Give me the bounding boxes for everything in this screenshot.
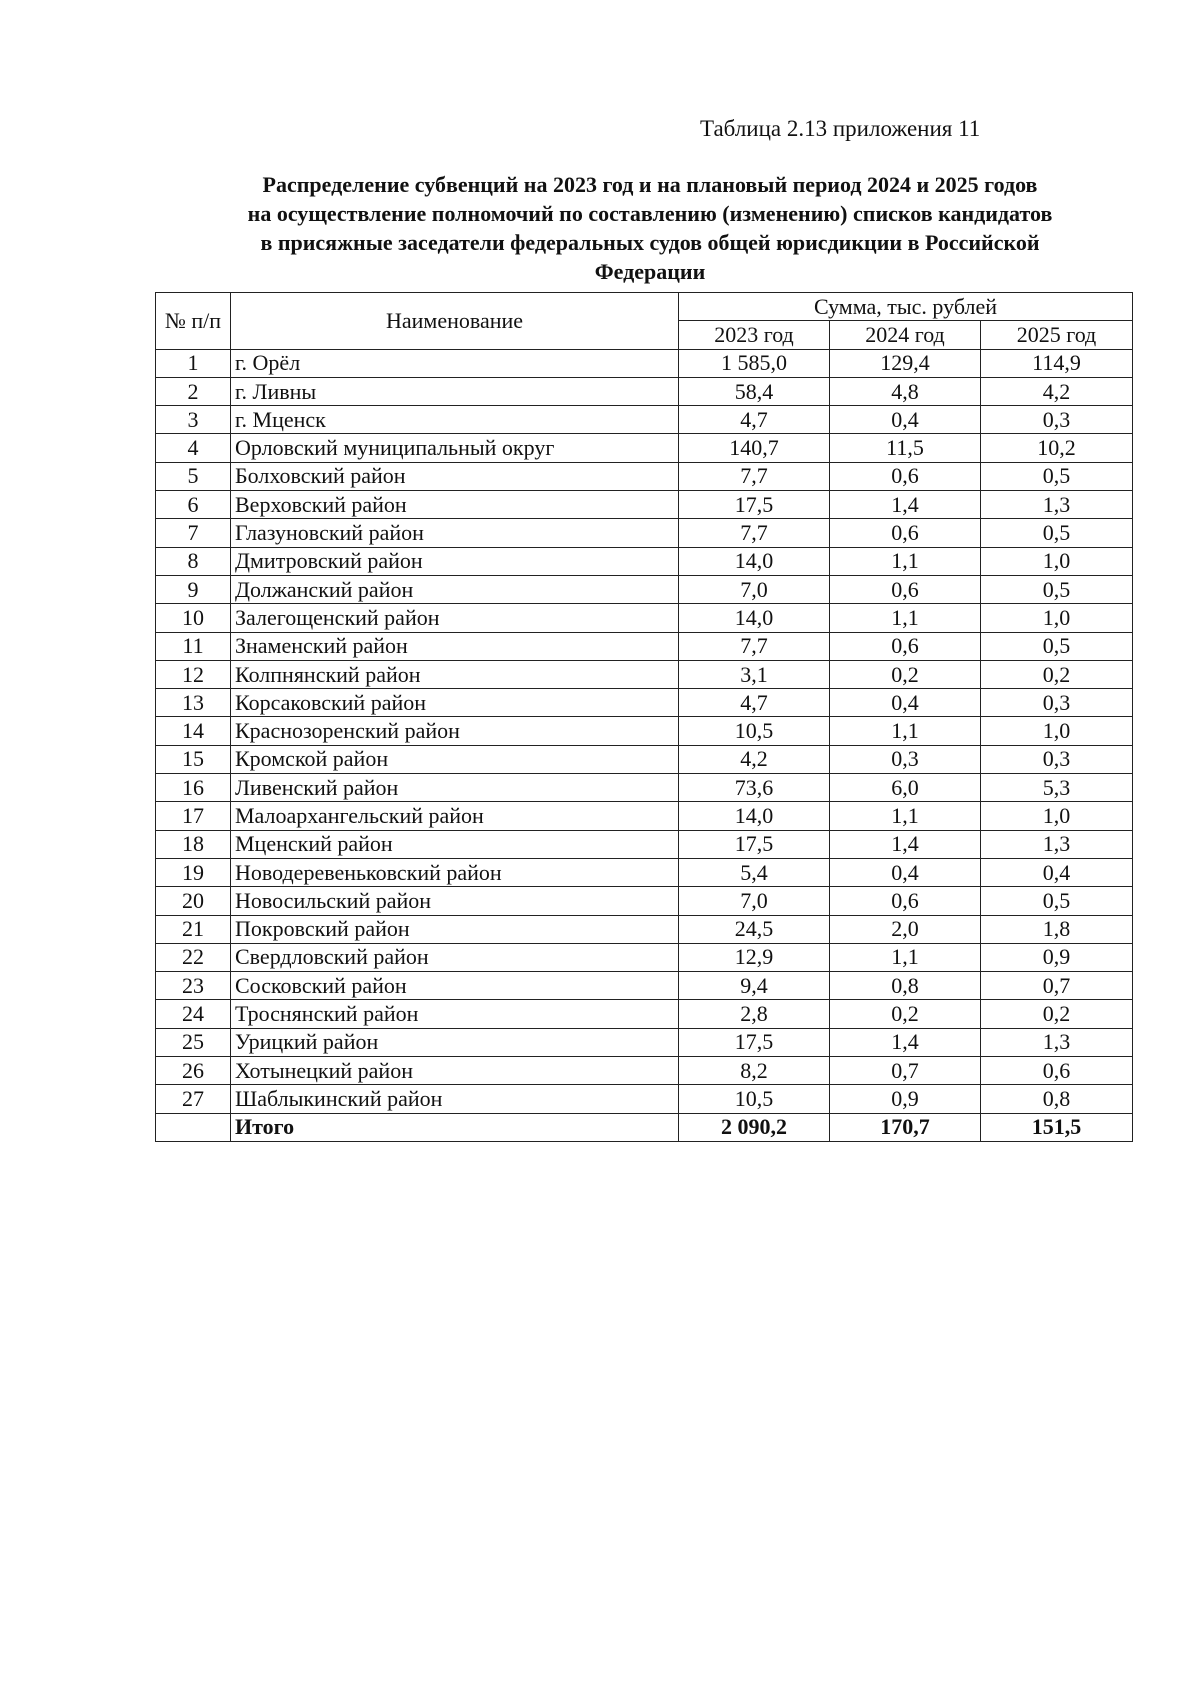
row-2024-cell: 0,4	[830, 858, 981, 886]
row-2025-cell: 1,0	[981, 604, 1133, 632]
row-2024-cell: 1,1	[830, 547, 981, 575]
row-2025-cell: 0,2	[981, 1000, 1133, 1028]
row-2024-cell: 1,1	[830, 717, 981, 745]
title-line: на осуществление полномочий по составлению (изменению) списков кандидатов	[247, 201, 1053, 226]
row-2025-cell: 0,6	[981, 1057, 1133, 1085]
row-2024-cell: 1,4	[830, 491, 981, 519]
table-row	[156, 491, 1133, 519]
row-2025-cell: 1,8	[981, 915, 1133, 943]
row-2023-cell: 14,0	[679, 547, 830, 575]
row-number-cell: 11	[156, 632, 231, 660]
row-2023-cell: 58,4	[679, 377, 830, 405]
row-2025-cell: 10,2	[981, 434, 1133, 462]
table-row	[156, 434, 1133, 462]
table-row	[156, 575, 1133, 603]
row-2023-cell: 5,4	[679, 858, 830, 886]
row-2023-cell: 7,7	[679, 632, 830, 660]
row-2025-cell: 0,7	[981, 972, 1133, 1000]
row-name-cell: Мценский район	[231, 830, 679, 858]
row-2024-cell: 0,6	[830, 462, 981, 490]
row-name-cell: Колпнянский район	[231, 660, 679, 688]
table-header	[156, 293, 1133, 350]
row-2023-cell: 7,0	[679, 575, 830, 603]
row-number-cell: 22	[156, 943, 231, 971]
row-2025-cell: 1,3	[981, 830, 1133, 858]
table-row	[156, 1085, 1133, 1113]
table-row	[156, 717, 1133, 745]
row-2025-cell: 151,5	[981, 1113, 1133, 1141]
row-number-cell: 14	[156, 717, 231, 745]
row-2025-cell: 0,3	[981, 745, 1133, 773]
header-sum-group: Сумма, тыс. рублей	[679, 293, 1133, 321]
table-row	[156, 406, 1133, 434]
table-row	[156, 660, 1133, 688]
row-2025-cell: 0,3	[981, 689, 1133, 717]
row-2025-cell: 1,0	[981, 802, 1133, 830]
row-name-cell: Знаменский район	[231, 632, 679, 660]
row-2023-cell: 4,7	[679, 689, 830, 717]
table-row	[156, 774, 1133, 802]
table-row	[156, 1057, 1133, 1085]
row-2023-cell: 8,2	[679, 1057, 830, 1085]
row-number-cell: 15	[156, 745, 231, 773]
row-number-cell: 23	[156, 972, 231, 1000]
table-row	[156, 349, 1133, 377]
row-2023-cell: 3,1	[679, 660, 830, 688]
table-row	[156, 377, 1133, 405]
row-2025-cell: 0,8	[981, 1085, 1133, 1113]
row-2024-cell: 1,1	[830, 943, 981, 971]
row-name-cell: Малоархангельский район	[231, 802, 679, 830]
row-2025-cell: 1,0	[981, 547, 1133, 575]
row-2024-cell: 0,8	[830, 972, 981, 1000]
row-2024-cell: 0,6	[830, 575, 981, 603]
table-row	[156, 858, 1133, 886]
row-2023-cell: 4,2	[679, 745, 830, 773]
row-name-cell: Покровский район	[231, 915, 679, 943]
row-2025-cell: 1,0	[981, 717, 1133, 745]
row-2024-cell: 0,2	[830, 1000, 981, 1028]
row-2024-cell: 129,4	[830, 349, 981, 377]
table-row	[156, 972, 1133, 1000]
row-2023-cell: 24,5	[679, 915, 830, 943]
row-number-cell: 9	[156, 575, 231, 603]
header-year-2023: 2023 год	[679, 321, 830, 349]
row-name-cell: г. Орёл	[231, 349, 679, 377]
row-name-cell: Орловский муниципальный округ	[231, 434, 679, 462]
row-2023-cell: 17,5	[679, 491, 830, 519]
row-2023-cell: 2,8	[679, 1000, 830, 1028]
row-2023-cell: 17,5	[679, 1028, 830, 1056]
table-row	[156, 887, 1133, 915]
document-title	[150, 170, 1150, 286]
row-2024-cell: 0,4	[830, 689, 981, 717]
row-number-cell: 8	[156, 547, 231, 575]
row-2024-cell: 1,1	[830, 604, 981, 632]
row-2023-cell: 7,7	[679, 519, 830, 547]
row-name-cell: Корсаковский район	[231, 689, 679, 717]
row-2024-cell: 0,3	[830, 745, 981, 773]
row-2023-cell: 4,7	[679, 406, 830, 434]
row-name-cell: Новодеревеньковский район	[231, 858, 679, 886]
row-2025-cell: 1,3	[981, 491, 1133, 519]
row-2025-cell: 0,2	[981, 660, 1133, 688]
header-num: № п/п	[156, 293, 231, 350]
row-number-cell: 1	[156, 349, 231, 377]
row-name-cell: Залегощенский район	[231, 604, 679, 632]
total-row	[156, 1113, 1133, 1141]
table-row	[156, 745, 1133, 773]
row-2024-cell: 11,5	[830, 434, 981, 462]
row-2024-cell: 4,8	[830, 377, 981, 405]
table-row	[156, 604, 1133, 632]
row-name-cell: Урицкий район	[231, 1028, 679, 1056]
row-number-cell: 25	[156, 1028, 231, 1056]
table-row	[156, 943, 1133, 971]
table-row	[156, 802, 1133, 830]
row-2023-cell: 12,9	[679, 943, 830, 971]
row-2023-cell: 73,6	[679, 774, 830, 802]
row-2024-cell: 1,1	[830, 802, 981, 830]
header-year-2024: 2024 год	[830, 321, 981, 349]
row-name-cell: г. Ливны	[231, 377, 679, 405]
table-row	[156, 1028, 1133, 1056]
table-body	[156, 349, 1133, 1141]
row-2025-cell: 4,2	[981, 377, 1133, 405]
row-name-cell: Должанский район	[231, 575, 679, 603]
row-name-cell: Кромской район	[231, 745, 679, 773]
row-number-cell: 5	[156, 462, 231, 490]
row-2023-cell: 10,5	[679, 1085, 830, 1113]
row-name-cell: Шаблыкинский район	[231, 1085, 679, 1113]
title-line: Распределение субвенций на 2023 год и на плановый период 2024 и 2025 годов	[262, 172, 1038, 197]
row-number-cell: 27	[156, 1085, 231, 1113]
row-name-cell: Хотынецкий район	[231, 1057, 679, 1085]
row-2023-cell: 140,7	[679, 434, 830, 462]
subsidy-table	[155, 292, 1133, 1142]
table-row	[156, 462, 1133, 490]
row-2023-cell: 1 585,0	[679, 349, 830, 377]
row-2023-cell: 7,0	[679, 887, 830, 915]
row-2024-cell: 0,4	[830, 406, 981, 434]
row-2024-cell: 0,9	[830, 1085, 981, 1113]
title-line: в присяжные заседатели федеральных судов общей юрисдикции в Российской	[260, 230, 1040, 255]
row-name-cell: Сосковский район	[231, 972, 679, 1000]
row-2025-cell: 0,3	[981, 406, 1133, 434]
row-number-cell	[156, 1113, 231, 1141]
appendix-label: Таблица 2.13 приложения 11	[700, 116, 981, 141]
row-2025-cell: 0,5	[981, 519, 1133, 547]
row-2024-cell: 2,0	[830, 915, 981, 943]
row-2025-cell: 0,4	[981, 858, 1133, 886]
row-2025-cell: 5,3	[981, 774, 1133, 802]
row-number-cell: 16	[156, 774, 231, 802]
row-2023-cell: 9,4	[679, 972, 830, 1000]
row-2025-cell: 1,3	[981, 1028, 1133, 1056]
row-name-cell: Глазуновский район	[231, 519, 679, 547]
row-name-cell: Краснозоренский район	[231, 717, 679, 745]
row-2023-cell: 14,0	[679, 604, 830, 632]
table-row	[156, 915, 1133, 943]
row-2023-cell: 7,7	[679, 462, 830, 490]
row-2024-cell: 0,7	[830, 1057, 981, 1085]
row-2025-cell: 0,9	[981, 943, 1133, 971]
row-2025-cell: 114,9	[981, 349, 1133, 377]
row-name-cell: Итого	[231, 1113, 679, 1141]
row-name-cell: Дмитровский район	[231, 547, 679, 575]
row-number-cell: 21	[156, 915, 231, 943]
row-name-cell: Верховский район	[231, 491, 679, 519]
table-row	[156, 519, 1133, 547]
row-number-cell: 24	[156, 1000, 231, 1028]
title-line: Федерации	[594, 259, 706, 284]
table-row	[156, 689, 1133, 717]
row-number-cell: 19	[156, 858, 231, 886]
row-2024-cell: 0,2	[830, 660, 981, 688]
row-name-cell: г. Мценск	[231, 406, 679, 434]
row-2025-cell: 0,5	[981, 632, 1133, 660]
row-number-cell: 10	[156, 604, 231, 632]
header-year-2025: 2025 год	[981, 321, 1133, 349]
table-row	[156, 547, 1133, 575]
row-number-cell: 3	[156, 406, 231, 434]
table-row	[156, 632, 1133, 660]
header-name: Наименование	[231, 293, 679, 350]
table-row	[156, 1000, 1133, 1028]
row-2025-cell: 0,5	[981, 575, 1133, 603]
row-2023-cell: 17,5	[679, 830, 830, 858]
row-number-cell: 7	[156, 519, 231, 547]
row-2025-cell: 0,5	[981, 462, 1133, 490]
row-2024-cell: 6,0	[830, 774, 981, 802]
row-name-cell: Новосильский район	[231, 887, 679, 915]
row-number-cell: 6	[156, 491, 231, 519]
row-number-cell: 20	[156, 887, 231, 915]
row-number-cell: 12	[156, 660, 231, 688]
row-2024-cell: 0,6	[830, 632, 981, 660]
row-number-cell: 13	[156, 689, 231, 717]
row-2023-cell: 2 090,2	[679, 1113, 830, 1141]
row-2024-cell: 170,7	[830, 1113, 981, 1141]
row-number-cell: 2	[156, 377, 231, 405]
row-number-cell: 18	[156, 830, 231, 858]
row-number-cell: 4	[156, 434, 231, 462]
row-number-cell: 26	[156, 1057, 231, 1085]
row-2024-cell: 0,6	[830, 519, 981, 547]
row-name-cell: Свердловский район	[231, 943, 679, 971]
row-number-cell: 17	[156, 802, 231, 830]
row-2025-cell: 0,5	[981, 887, 1133, 915]
table-row	[156, 830, 1133, 858]
row-2023-cell: 10,5	[679, 717, 830, 745]
row-2024-cell: 0,6	[830, 887, 981, 915]
row-2023-cell: 14,0	[679, 802, 830, 830]
row-name-cell: Болховский район	[231, 462, 679, 490]
row-2024-cell: 1,4	[830, 830, 981, 858]
row-name-cell: Ливенский район	[231, 774, 679, 802]
row-name-cell: Троснянский район	[231, 1000, 679, 1028]
row-2024-cell: 1,4	[830, 1028, 981, 1056]
